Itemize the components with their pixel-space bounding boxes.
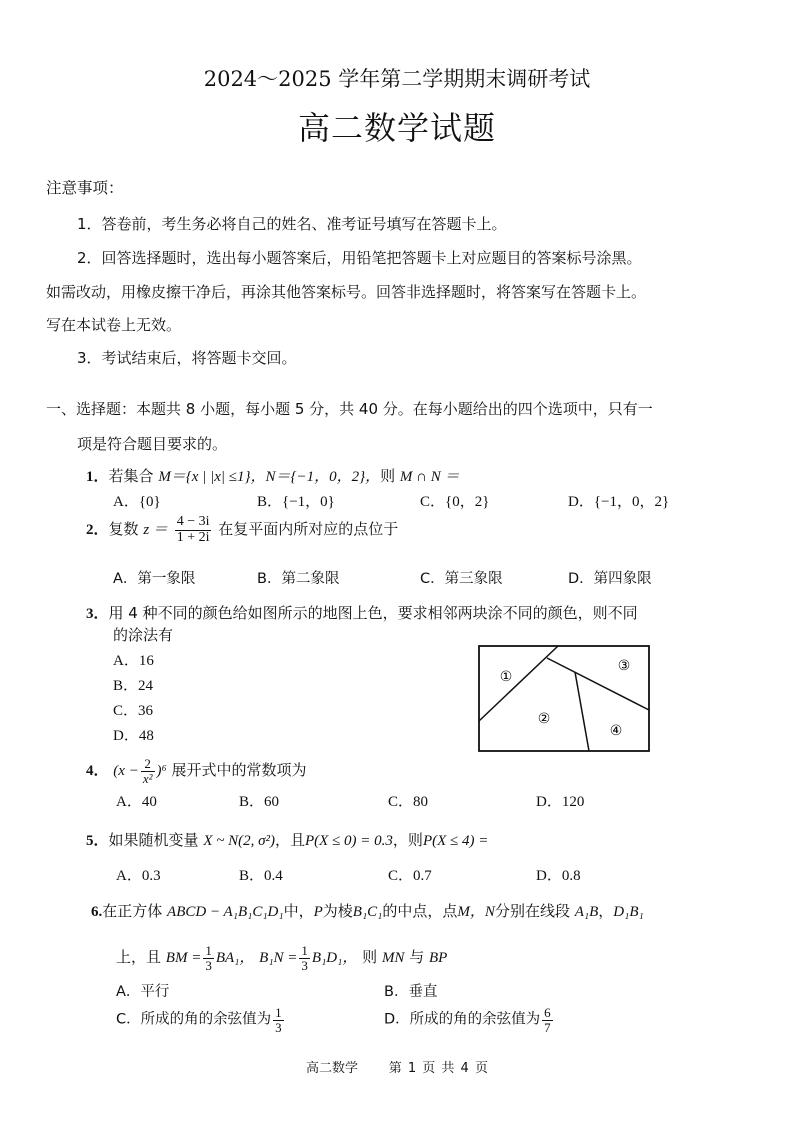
q4-option-b[interactable]: B．60 — [239, 794, 280, 810]
q4-option-d[interactable]: D．120 — [536, 794, 585, 810]
question-6-cont — [116, 944, 447, 972]
exam-title: 高二数学试题 — [297, 109, 496, 147]
question-2 — [86, 515, 398, 545]
q5-ask: P(X ≤ 4) = — [422, 833, 489, 849]
q6-option-c[interactable] — [116, 1006, 286, 1034]
q5-stem-and: ，且 — [274, 831, 305, 849]
q6-segment-2: D₁B₁ — [613, 904, 644, 920]
notice-heading: 注意事项： — [46, 179, 124, 197]
notice-item-2: 2．回答选择题时，选出每小题答案后，用铅笔把答题卡上对应题目的答案标号涂黑。 — [77, 249, 642, 267]
question-5 — [86, 829, 488, 850]
q1-option-d[interactable]: D．{−1，0，2} — [568, 494, 670, 510]
q3-stem: 用 4 种不同的颜色给如图所示的地图上色，要求相邻两块涂不同的颜色，则不同 — [108, 604, 638, 622]
q6-line2-c: 与 — [409, 948, 425, 967]
q6-stem: 在正方体 — [102, 902, 163, 920]
q3-stem-cont: 的涂法有 — [113, 626, 174, 644]
notice-item-1: 1．答卷前，考生务必将自己的姓名、准考证号填写在答题卡上。 — [77, 215, 507, 233]
question-4 — [86, 757, 307, 785]
q6-segment-1: A₁B — [574, 904, 599, 920]
q6-stem-d: 的中点，点 — [382, 902, 458, 920]
q6-d-fraction — [542, 1006, 553, 1034]
question-number: 1． — [86, 469, 109, 485]
q3-option-a[interactable]: A．16 — [113, 653, 154, 669]
question-number: 5． — [86, 833, 109, 849]
q6-b1n: B₁N = — [259, 950, 298, 967]
q5-option-c[interactable]: C．0.7 — [388, 868, 432, 884]
notice-item-3: 3．考试结束后，将答题卡交回。 — [77, 349, 297, 367]
q2-option-c[interactable]: C．第三象限 — [420, 571, 503, 587]
q6-cube: ABCD − A₁B₁C₁D₁ — [167, 904, 284, 920]
q1-stem-then: 则 — [380, 467, 396, 485]
q6-line2-b: 则 — [362, 948, 378, 967]
q3-option-d[interactable]: D．48 — [113, 728, 154, 744]
q6-f1-num: 1 — [205, 943, 212, 958]
q6-stem-b: 中， — [283, 902, 314, 920]
q5-option-d[interactable]: D．0.8 — [536, 868, 581, 884]
section-1-heading-cont: 项是符合题目要求的。 — [77, 435, 228, 453]
q5-option-a[interactable]: A．0.3 — [116, 868, 161, 884]
q4-fraction — [141, 757, 155, 785]
q1-set-n: N＝{−1，0，2}， — [265, 469, 381, 485]
q5-distribution: X ~ N(2, σ²) — [203, 833, 275, 849]
footer-page-number: 第 1 页 共 4 页 — [388, 1061, 488, 1076]
q4-frac-den: x² — [142, 770, 153, 786]
question-3 — [86, 602, 638, 623]
q6-d-den: 7 — [544, 1019, 551, 1035]
q6-line2-a: 上，且 — [116, 948, 162, 967]
q6-stem-c: 为棱 — [322, 902, 353, 920]
q6-option-a[interactable]: A．平行 — [116, 984, 170, 1000]
q6-mn: MN — [381, 950, 405, 967]
q6-stem-e: 分别在线段 — [494, 902, 570, 920]
q6-ba1: BA₁， — [215, 950, 255, 967]
q1-expression: M ∩ N ＝ — [399, 469, 460, 485]
q2-fraction — [175, 515, 212, 545]
question-6 — [91, 900, 644, 921]
map-region-3-label: ③ — [617, 658, 631, 674]
q6-fraction-2 — [299, 944, 310, 972]
q6-f1-den: 3 — [205, 957, 212, 973]
q2-option-b[interactable]: B．第二象限 — [257, 571, 340, 587]
question-1 — [86, 465, 460, 486]
map-region-4-label: ④ — [609, 723, 623, 739]
footer-subject: 高二数学 — [306, 1061, 359, 1076]
q6-c-fraction — [273, 1006, 284, 1034]
map-svg — [478, 645, 650, 752]
map-region-1-label: ① — [499, 669, 513, 685]
q1-option-b[interactable]: B．{−1，0} — [257, 494, 335, 510]
q4-stem: 展开式中的常数项为 — [171, 761, 307, 780]
q6-b1d1: B₁D₁， — [311, 950, 358, 967]
q1-option-c[interactable]: C．{0，2} — [420, 494, 490, 510]
q5-option-b[interactable]: B．0.4 — [239, 868, 283, 884]
q3-option-c[interactable]: C．36 — [113, 703, 154, 719]
question-number: 3． — [86, 606, 109, 622]
q4-expr-close: )⁶ — [156, 763, 167, 780]
q6-option-d[interactable] — [384, 1006, 555, 1034]
q2-z: z ＝ — [143, 522, 168, 539]
q5-condition: P(X ≤ 0) = 0.3 — [305, 833, 393, 849]
q2-stem-rest: 在复平面内所对应的点位于 — [218, 520, 399, 539]
q6-comma: ， — [598, 902, 614, 920]
map-region-2-label: ② — [537, 711, 551, 727]
q2-option-a[interactable]: A．第一象限 — [113, 571, 196, 587]
question-number: 2． — [86, 522, 109, 539]
q6-fraction-1 — [203, 944, 214, 972]
q6-d-text: D．所成的角的余弦值为 — [384, 1011, 541, 1028]
q2-frac-num: 4 − 3i — [176, 514, 210, 529]
q6-f2-den: 3 — [301, 957, 308, 973]
q2-frac-den: 1 + 2i — [176, 529, 210, 545]
q6-f2-num: 1 — [301, 943, 308, 958]
question-number: 6. — [91, 904, 103, 920]
q5-stem: 如果随机变量 — [108, 831, 199, 849]
q6-bp: BP — [429, 950, 448, 967]
q2-stem: 复数 — [108, 520, 139, 539]
q6-c-num: 1 — [275, 1005, 282, 1020]
notice-item-2-cont2: 写在本试卷上无效。 — [46, 316, 182, 334]
q6-c-den: 3 — [275, 1019, 282, 1035]
q6-c-text: C．所成的角的余弦值为 — [116, 1011, 272, 1028]
q1-stem: 若集合 — [108, 467, 154, 485]
q3-option-b[interactable]: B．24 — [113, 678, 154, 694]
notice-item-2-cont: 如需改动，用橡皮擦干净后，再涂其他答案标号。回答非选择题时，将答案写在答题卡上。 — [46, 283, 647, 301]
q6-option-b[interactable]: B．垂直 — [384, 984, 438, 1000]
q4-frac-num: 2 — [141, 757, 155, 772]
q6-bm: BM = — [165, 950, 202, 967]
exam-title-line1: 2024～2025 学年第二学期期末调研考试 — [203, 67, 591, 91]
q3-map-diagram — [478, 645, 650, 752]
q4-expr-open: (x − — [113, 763, 139, 780]
q4-option-c[interactable]: C．80 — [388, 794, 429, 810]
q6-edge: B₁C₁ — [352, 904, 383, 920]
q6-d-num: 6 — [544, 1005, 551, 1020]
q5-stem-then: ，则 — [392, 831, 423, 849]
q6-point-p: P — [313, 904, 323, 920]
section-1-heading: 一、选择题：本题共 8 小题，每小题 5 分，共 40 分。在每小题给出的四个选项中，只有一 — [46, 400, 653, 418]
q2-option-d[interactable]: D．第四象限 — [568, 571, 652, 587]
q6-points-mn: M，N — [457, 904, 495, 920]
page-footer — [0, 1057, 794, 1076]
question-number: 4． — [86, 763, 109, 780]
q1-set-m: M＝{x | |x| ≤1}， — [158, 469, 266, 485]
q1-option-a[interactable]: A．{0} — [113, 494, 161, 510]
q4-option-a[interactable]: A．40 — [116, 794, 157, 810]
